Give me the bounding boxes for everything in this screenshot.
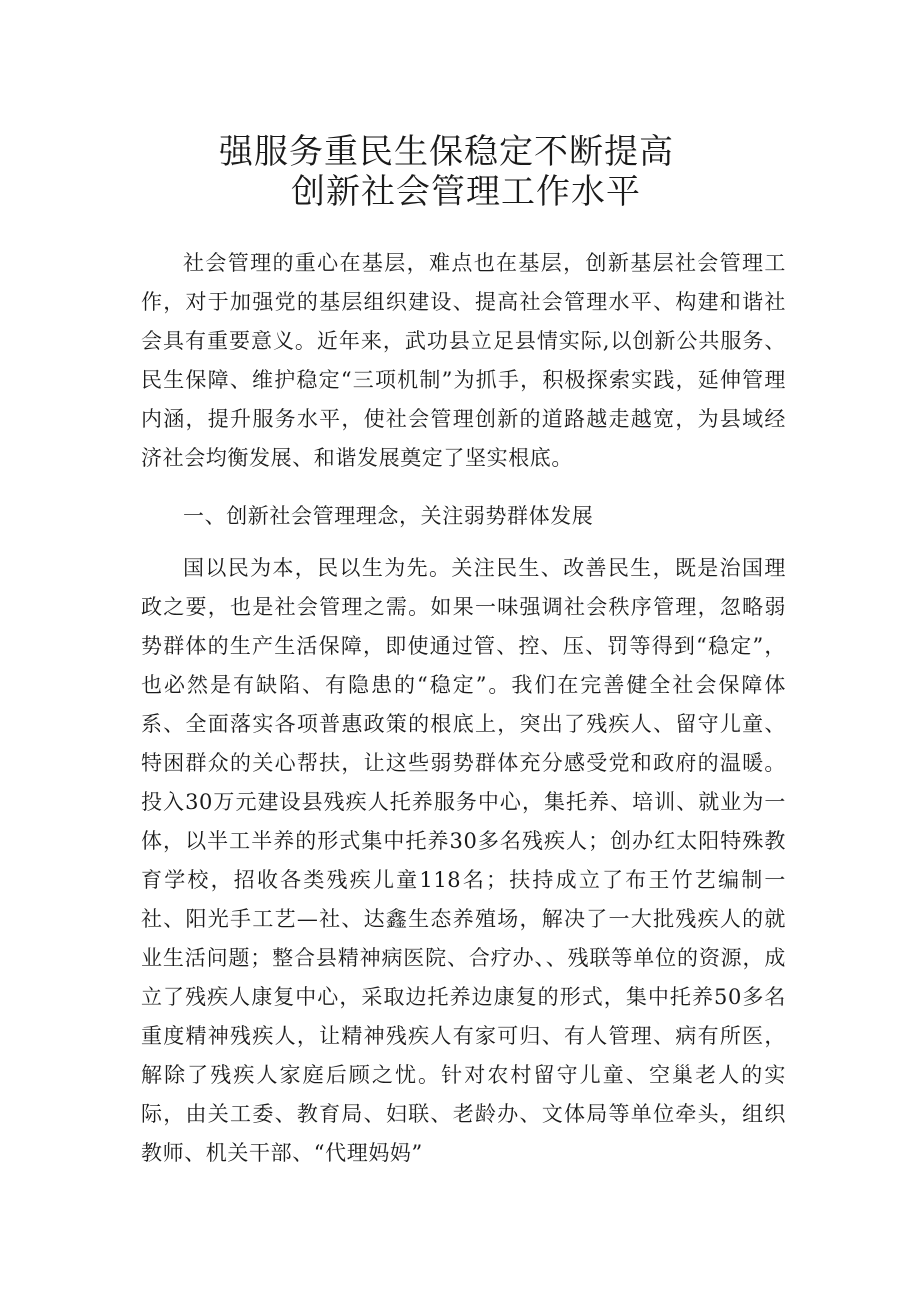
- document-title-line-2: 创新社会管理工作水平: [291, 172, 641, 212]
- section-heading-1: 一、创新社会管理理念，关注弱势群体发展: [183, 504, 594, 528]
- intro-paragraph: 社会管理的重心在基层，难点也在基层，创新基层社会管理工作，对于加强党的基层组织建设、提高社会管理水平、构建和谐社会具有重要意义。近年来，武功县立足县情实际,以创新公共服务、民生保障、维护稳定“三项机制”为抓手，积极探索实践，延伸管理内涵，提升服务水平，使社会管理创新的道路越走越宽，为县域经济社会均衡发展、和谐发展奠定了坚实根底。: [141, 251, 786, 470]
- document-title-line-1: 强服务重民生保稳定不断提高: [219, 132, 674, 172]
- section-1-paragraph: 国以民为本，民以生为先。关注民生、改善民生，既是治国理政之要，也是社会管理之需。如果一味强调社会秩序管理，忽略弱势群体的生产生活保障，即使通过管、控、压、罚等得到“稳定”，也必然是有缺陷、有隐患的“稳定”。我们在完善健全社会保障体系、全面落实各项普惠政策的根底上，突出了残疾人、留守儿童、特困群众的关心帮扶，让这些弱势群体充分感受党和政府的温暖。投入30万元建设县残疾人托养服务中心，集托养、培训、就业为一体，以半工半养的形式集中托养30多名残疾人；创办红太阳特殊教育学校，招收各类残疾儿童118名；扶持成立了布王竹艺编制一社、阳光手工艺—社、达鑫生态养殖场，解决了一大批残疾人的就业生活问题；整合县精神病医院、合疗办、、残联等单位的资源，成立了残疾人康复中心，采取边托养边康复的形式，集中托养50多名重度精神残疾人，让精神残疾人有家可归、有人管理、病有所医，解除了残疾人家庭后顾之忧。针对农村留守儿童、空巢老人的实际，由关工委、教育局、妇联、老龄办、文体局等单位牵头，组织教师、机关干部、“代理妈妈”: [141, 556, 786, 1165]
